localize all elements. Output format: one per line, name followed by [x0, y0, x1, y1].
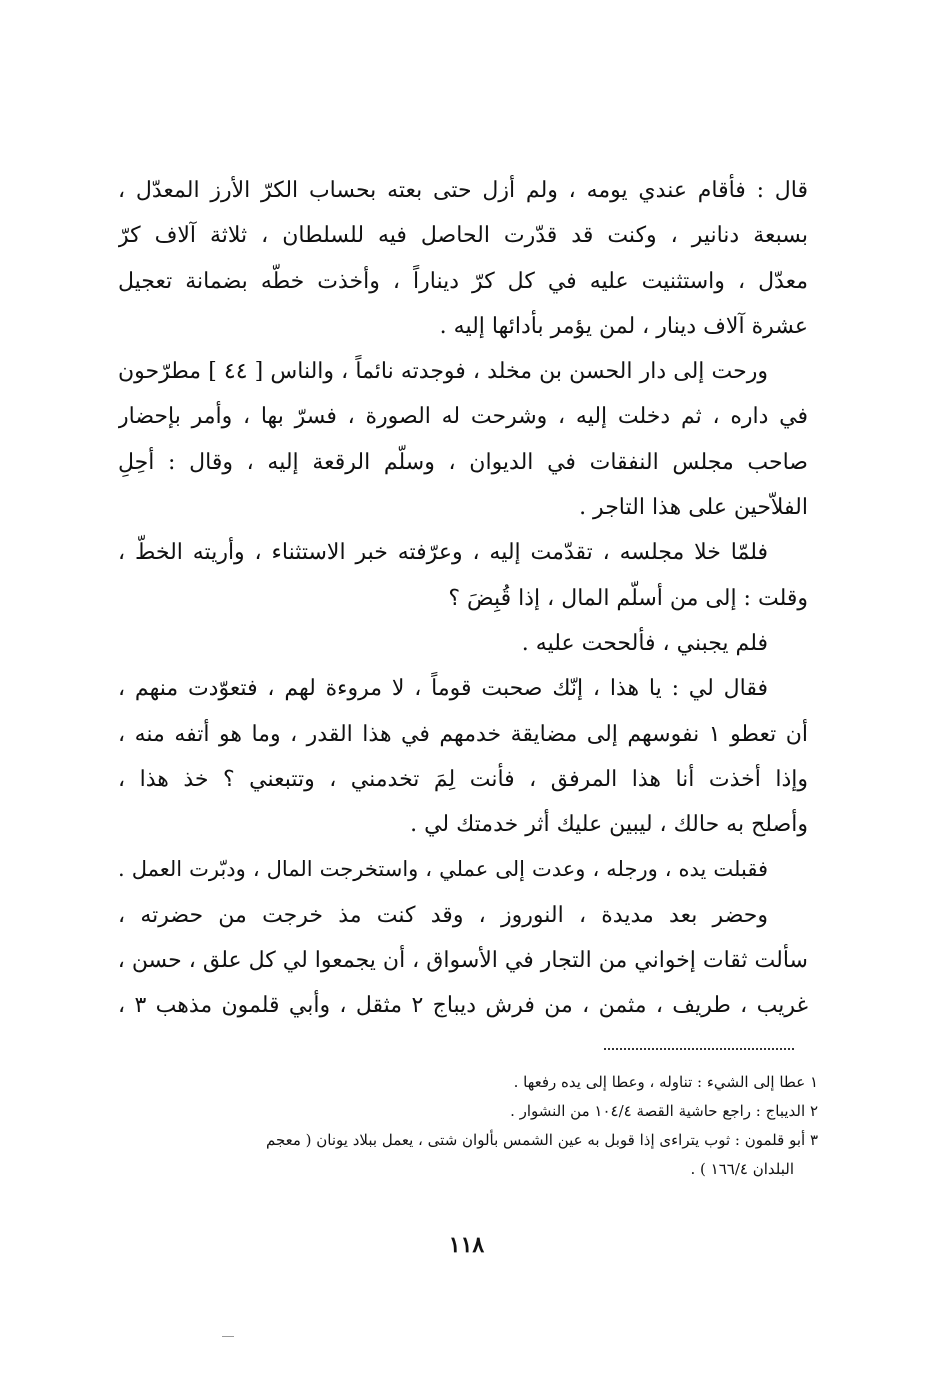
text-line: قال : فأقام عندي يومه ، ولم أزل حتى بعته بحساب الكرّ الأرز المعدّل ،	[118, 178, 808, 203]
text-line: فلم يجبني ، فألححت عليه .	[521, 630, 768, 656]
footnotes	[118, 1068, 818, 1184]
text-line: بسبعة دنانير ، وكنت قد قدّرت الحاصل فيه للسلطان ، ثلاثة آلاف كرّ	[118, 223, 808, 249]
text-line: فلمّا خلا مجلسه ، تقدّمت إليه ، وعرّفته خبر الاستثناء ، وأريته الخطّ ،	[118, 540, 768, 566]
text-line: أن تعطو ١ نفوسهم إلى مضايقة خدمهم في هذا القدر ، وما هو أتفه منه ،	[118, 721, 808, 747]
text-line: وإذا أخذت أنا هذا المرفق ، فأنت لِمَ تخدمني ، وتتبعني ؟ خذ هذا ،	[118, 766, 808, 792]
footnote-separator	[604, 1048, 794, 1050]
text-line: غريب ، طريف ، مثمن ، من فرش ديباج ٢ مثقل ، وأبي قلمون مذهب ٣ ،	[118, 993, 808, 1019]
text-line: في داره ، ثم دخلت إليه ، وشرحت له الصورة ، فسرّ بها ، وأمر بإحضار	[118, 404, 808, 430]
scan-mark	[222, 1336, 234, 1337]
page-number: ١١٨	[448, 1232, 485, 1258]
text-line: ورحت إلى دار الحسن بن مخلد ، فوجدته نائماً ، والناس [ ٤٤ ] مطرّحون	[118, 359, 768, 385]
text-line: عشرة آلاف دينار ، لمن يؤمر بأدائها إليه .	[439, 313, 808, 339]
main-text	[118, 168, 808, 1029]
text-line: فقبلت يده ، ورجله ، وعدت إلى عملي ، واستخرجت المال ، ودبّرت العمل .	[118, 857, 768, 882]
text-line: الفلاّحين على هذا التاجر .	[579, 495, 808, 521]
text-line: وحضر بعد مديدة ، النوروز ، وقد كنت مذ خرجت من حضرته ،	[118, 902, 768, 928]
footnote-3-continued: البلدان ١٦٦/٤ ) .	[690, 1160, 794, 1178]
footnote-3: ٣ أبو قلمون : ثوب يتراءى إذا قوبل به عين الشمس بألوان شتى ، يعمل ببلاد يونان ( معجم	[265, 1131, 818, 1149]
text-line: فقال لي : يا هذا ، إنّك صحبت قوماً ، لا مروءة لهم ، فتعوّدت منهم ،	[118, 676, 768, 702]
text-line: سألت ثقات إخواني من التجار في الأسواق ، أن يجمعوا لي كل علق ، حسن ،	[118, 948, 808, 974]
footnote-1: ١ عطا إلى الشيء : تناوله ، وعطا إلى يده رفعها .	[513, 1073, 818, 1091]
text-line: معدّل ، واستثنيت عليه في كل كرّ ديناراً ، وأخذت خطّه بضمانة تعجيل	[118, 268, 808, 294]
text-line: وقلت : إلى من أسلّم المال ، إذا قُبِضَ ؟	[448, 585, 808, 611]
text-line: وأصلح به حالك ، ليبين عليك أثر خدمتك لي .	[410, 812, 808, 838]
text-line: صاحب مجلس النفقات في الديوان ، وسلّم الرقعة إليه ، وقال : أحِلِ	[118, 449, 808, 475]
footnote-2: ٢ الديباج : راجع حاشية القصة ١٠٤/٤ من النشوار .	[510, 1102, 818, 1120]
